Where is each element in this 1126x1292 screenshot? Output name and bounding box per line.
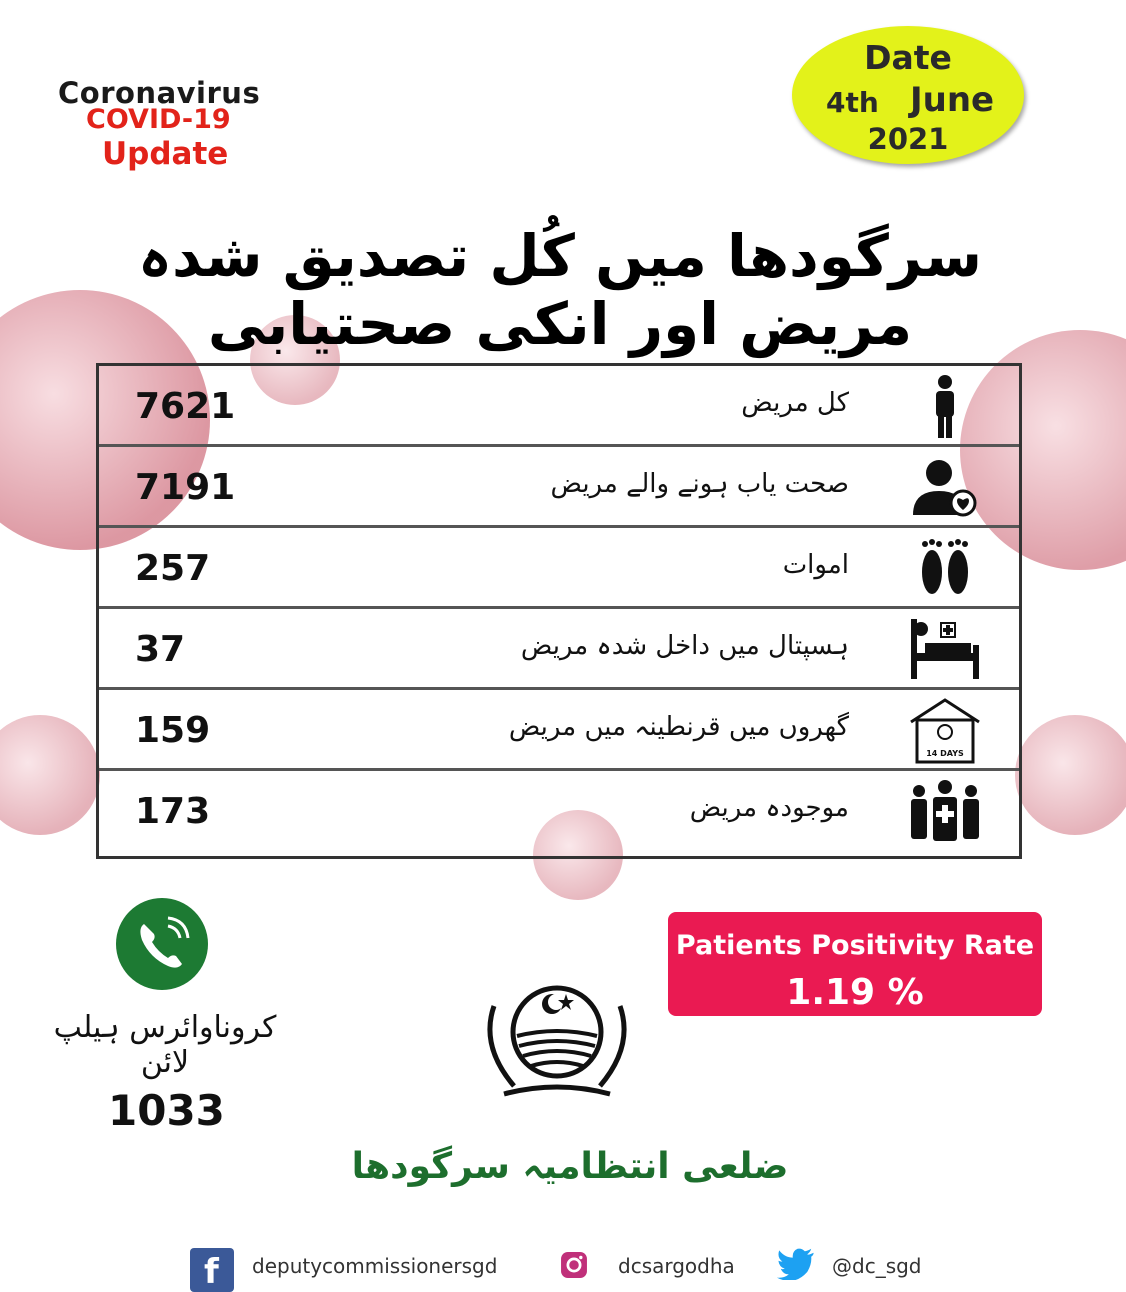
stat-value: 7621 xyxy=(135,386,236,427)
brand-update: Update xyxy=(102,136,229,172)
facebook-handle: deputycommissionersgd xyxy=(252,1254,498,1278)
table-row xyxy=(99,690,1019,771)
stats-table xyxy=(96,363,1022,859)
facebook-icon: f xyxy=(190,1248,234,1292)
page-title: سرگودھا میں کُل تصدیق شدہ مریض اور انکی صحتیابی xyxy=(137,222,983,358)
brand-subtitle: COVID-19 xyxy=(86,104,231,135)
person-icon xyxy=(905,372,985,440)
stat-label: صحت یاب ہونے والے مریض xyxy=(550,469,849,499)
svg-text:14 DAYS: 14 DAYS xyxy=(926,749,964,758)
date-badge xyxy=(792,26,1024,164)
positivity-rate-label: Patients Positivity Rate xyxy=(675,930,1035,961)
phone-icon xyxy=(116,898,208,990)
instagram-handle: dcsargodha xyxy=(618,1254,735,1278)
government-emblem-icon xyxy=(474,976,640,1112)
group-medical-icon xyxy=(905,777,985,845)
date-label: Date xyxy=(864,38,952,77)
virus-icon xyxy=(0,715,100,835)
district-administration-title: ضلعی انتظامیہ سرگودھا xyxy=(351,1146,789,1187)
recovered-patient-icon xyxy=(905,453,985,521)
stat-label: اموات xyxy=(782,550,849,580)
virus-icon xyxy=(1015,715,1126,835)
stat-label: گھروں میں قرنطینہ میں مریض xyxy=(508,712,849,742)
date-day: 4th xyxy=(826,86,879,119)
stat-value: 159 xyxy=(135,710,211,751)
table-row xyxy=(99,609,1019,690)
table-row xyxy=(99,771,1019,849)
home-quarantine-icon xyxy=(905,696,985,764)
stat-label: ہسپتال میں داخل شدہ مریض xyxy=(520,631,849,661)
positivity-rate-box xyxy=(668,912,1042,1016)
helpline-number: 1033 xyxy=(108,1086,225,1135)
stat-value: 37 xyxy=(135,629,186,670)
instagram-icon xyxy=(552,1250,596,1280)
helpline-label: کروناوائرس ہیلپ لائن xyxy=(53,1010,277,1080)
twitter-icon xyxy=(772,1248,820,1280)
stat-value: 173 xyxy=(135,791,211,832)
positivity-rate-value: 1.19 % xyxy=(786,972,924,1013)
stat-value: 7191 xyxy=(135,467,236,508)
stat-label: کل مریض xyxy=(741,388,849,418)
twitter-handle: @dc_sgd xyxy=(832,1254,922,1278)
table-row xyxy=(99,447,1019,528)
date-month: June xyxy=(910,80,995,120)
footprints-icon xyxy=(905,534,985,602)
brand-title: Coronavirus xyxy=(58,76,261,110)
table-row xyxy=(99,528,1019,609)
date-year: 2021 xyxy=(867,122,949,156)
stat-value: 257 xyxy=(135,548,211,589)
table-row xyxy=(99,366,1019,447)
hospital-bed-icon xyxy=(905,615,985,683)
stat-label: موجودہ مریض xyxy=(689,793,849,823)
